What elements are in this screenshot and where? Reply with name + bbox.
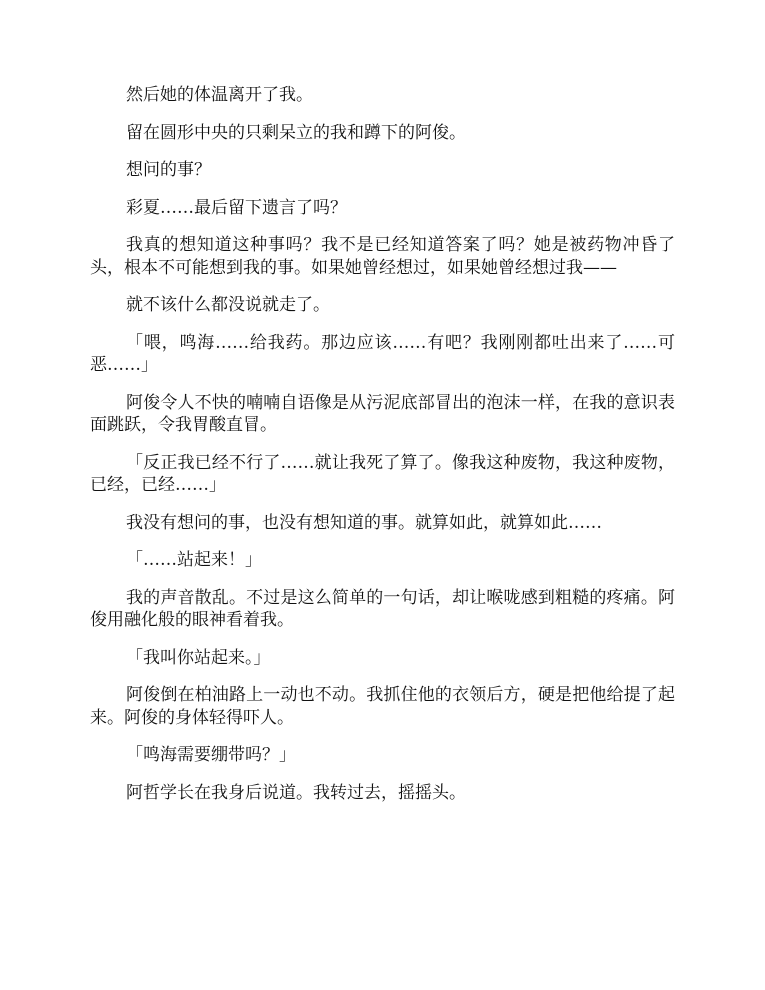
paragraph: 就不该什么都没说就走了。: [126, 295, 330, 315]
paragraph: 想问的事？: [126, 160, 211, 180]
paragraph: 「喂，鸣海……给我药。那边应该……有吧？我刚刚都吐出来了……可恶……」: [90, 332, 675, 375]
paragraph: 我真的想知道这种事吗？我不是已经知道答案了吗？她是被药物冲昏了头，根本不可能想到我的事。如果她曾经想过，如果她曾经想过我——: [90, 235, 675, 278]
paragraph: 「鸣海需要绷带吗？」: [126, 745, 296, 765]
paragraph: 留在圆形中央的只剩呆立的我和蹲下的阿俊。: [126, 122, 466, 143]
paragraph: 阿俊倒在柏油路上一动也不动。我抓住他的衣领后方，硬是把他给提了起来。阿俊的身体轻得吓人。: [90, 685, 675, 728]
paragraph: 彩夏……最后留下遗言了吗？: [126, 197, 347, 218]
paragraph: 「我叫你站起来。」: [126, 647, 271, 668]
document-page: [90, 84, 675, 819]
paragraph: 「反正我已经不行了……就让我死了算了。像我这种废物，我这种废物，已经，已经……」: [90, 452, 675, 495]
paragraph: 阿俊令人不快的喃喃自语像是从污泥底部冒出的泡沫一样，在我的意识表面跳跃，令我胃酸直冒。: [90, 392, 675, 435]
paragraph: 「……站起来！」: [126, 550, 262, 570]
paragraph: 阿哲学长在我身后说道。我转过去，摇摇头。: [126, 782, 466, 803]
paragraph: 我没有想问的事，也没有想知道的事。就算如此，就算如此……: [126, 512, 602, 533]
paragraph: 我的声音散乱。不过是这么简单的一句话，却让喉咙感到粗糙的疼痛。阿俊用融化般的眼神看着我。: [90, 587, 675, 630]
paragraph: 然后她的体温离开了我。: [126, 85, 313, 105]
